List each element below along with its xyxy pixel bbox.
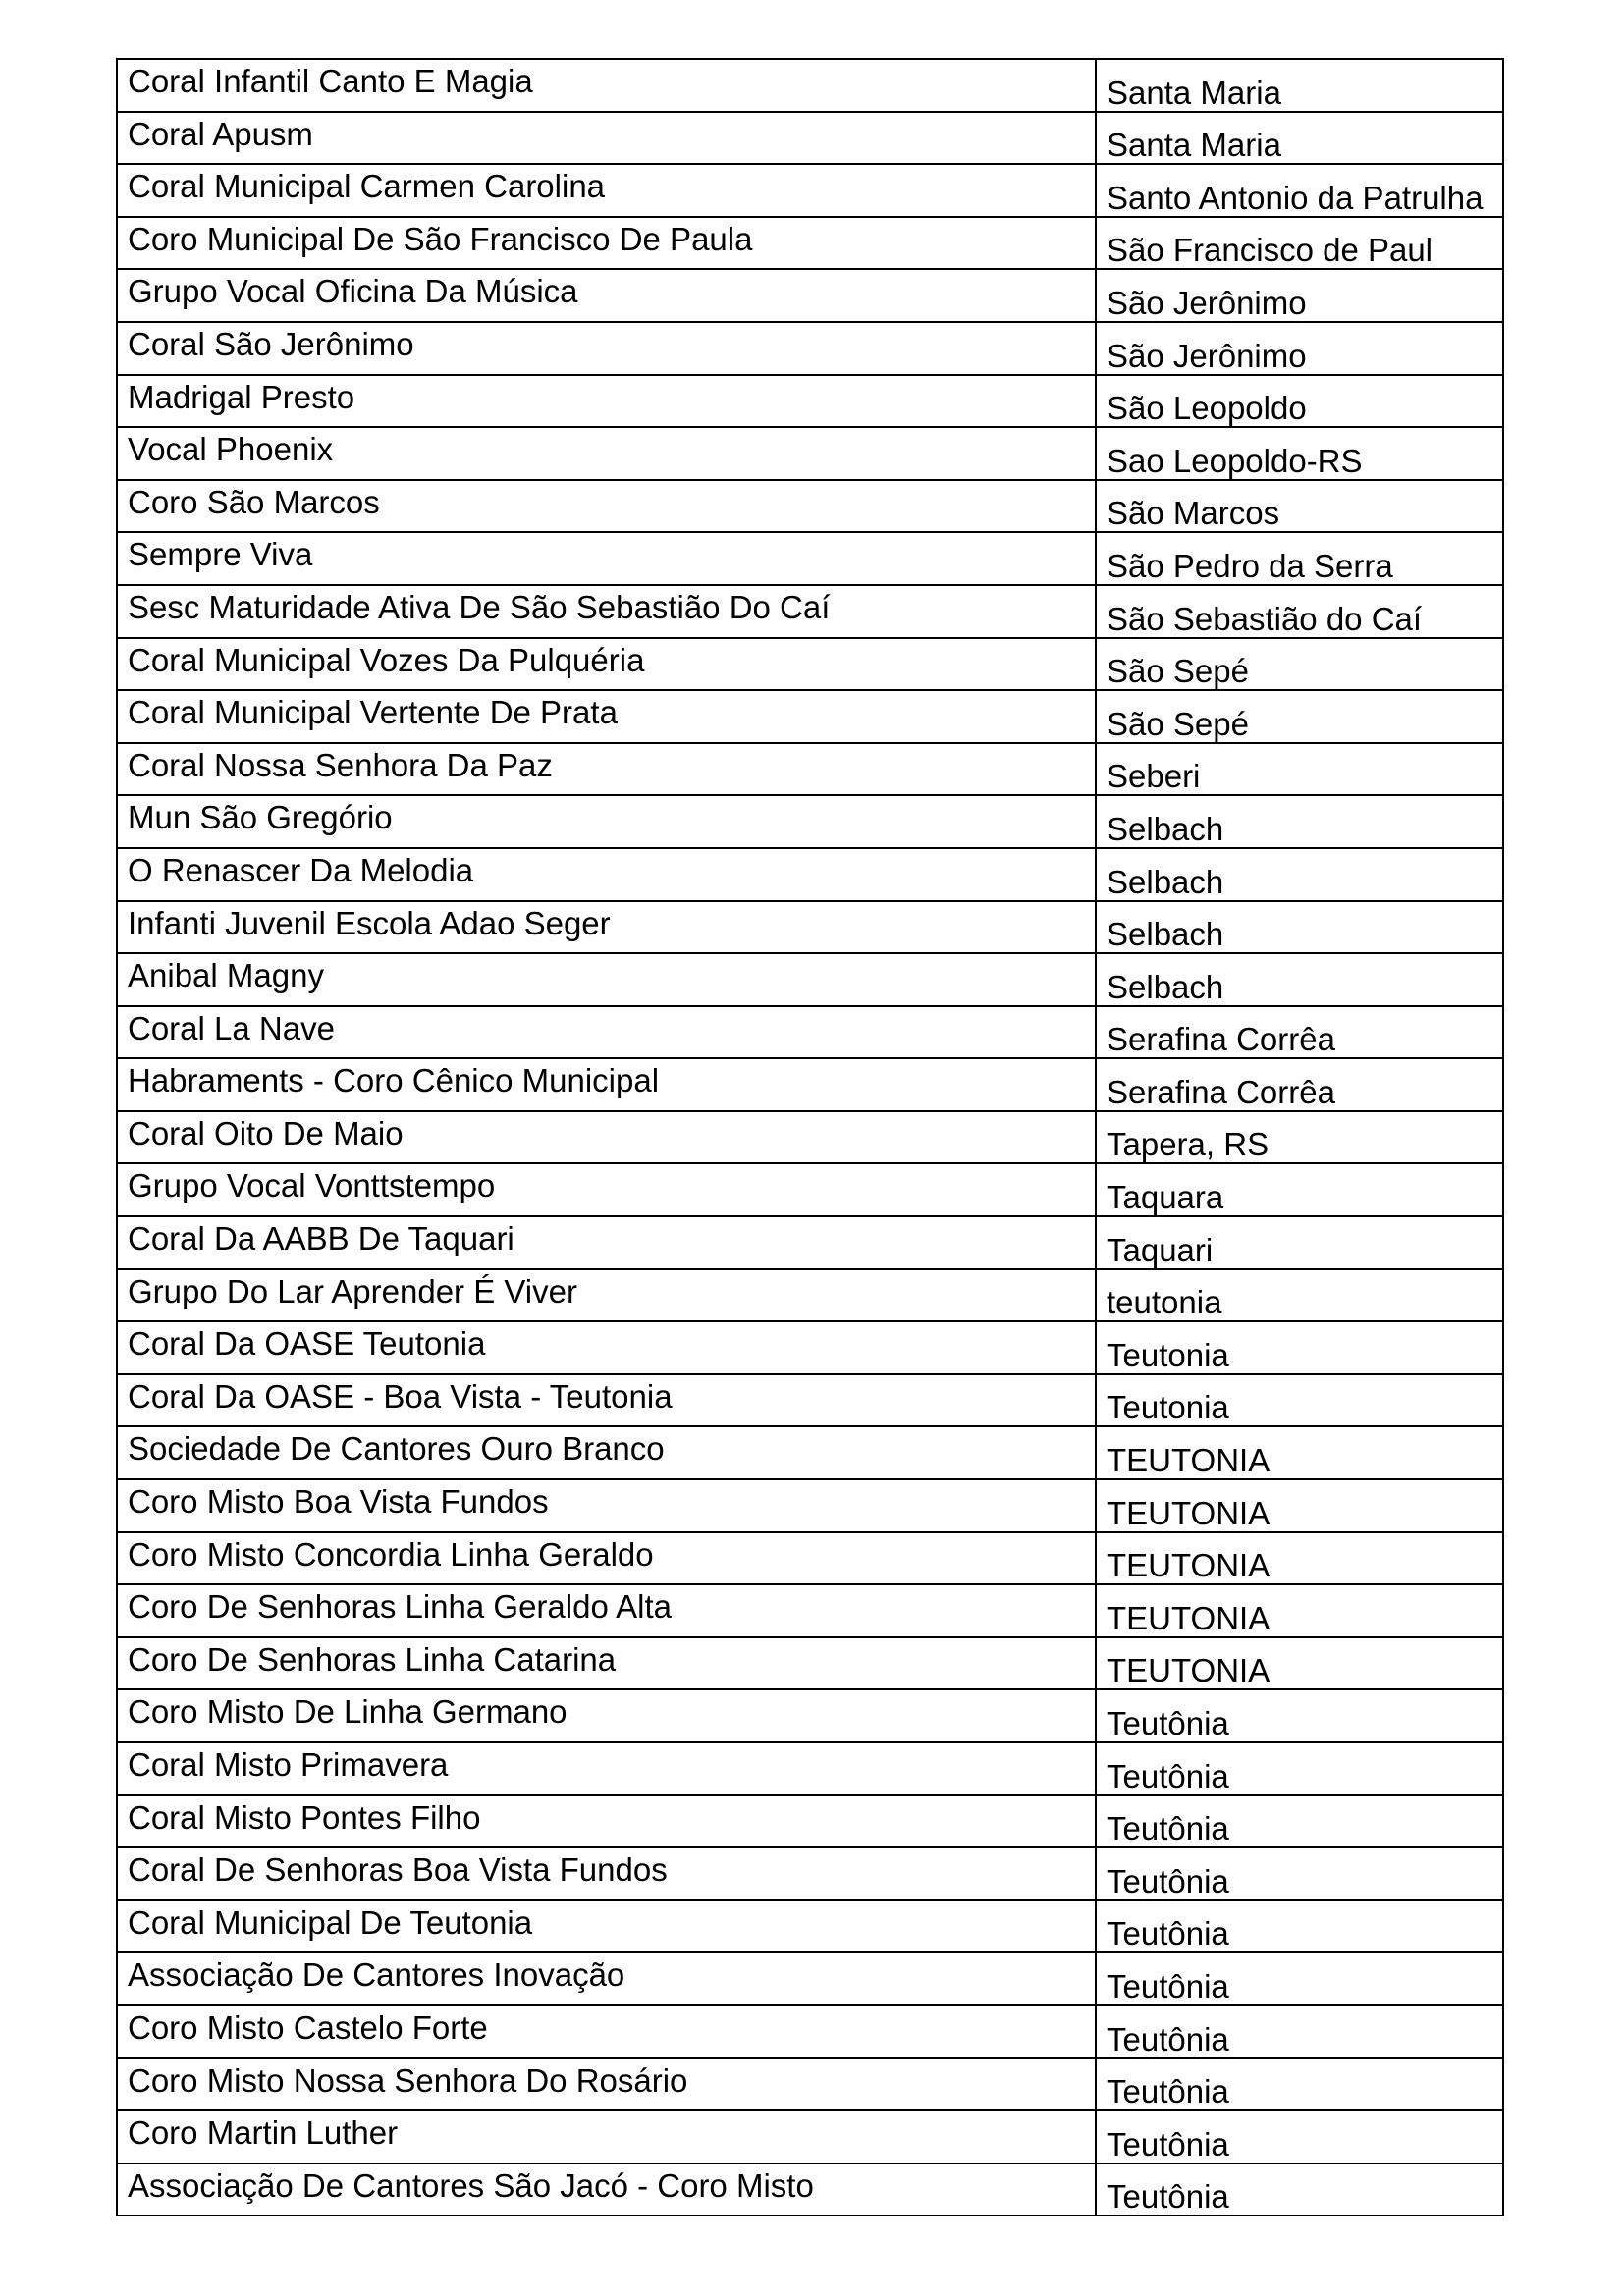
city-cell: Teutônia [1096, 1952, 1503, 2005]
city-cell: Teutonia [1096, 1321, 1503, 1374]
city-cell: São Francisco de Paul [1096, 217, 1503, 270]
city-cell: TEUTONIA [1096, 1637, 1503, 1690]
table-row [117, 164, 1503, 217]
city-cell: Seberi [1096, 743, 1503, 796]
choir-name-cell: Coro São Marcos [117, 480, 1096, 533]
choir-name-cell: Coro De Senhoras Linha Catarina [117, 1637, 1096, 1690]
city-cell: São Marcos [1096, 480, 1503, 533]
city-cell: Teutonia [1096, 1374, 1503, 1427]
table-row [117, 1006, 1503, 1059]
choir-name-cell: Coral Oito De Maio [117, 1111, 1096, 1164]
city-cell: Selbach [1096, 901, 1503, 954]
table-row [117, 2110, 1503, 2163]
city-cell: Teutônia [1096, 1742, 1503, 1795]
city-cell: Teutônia [1096, 2005, 1503, 2058]
choir-name-cell: Coral Da AABB De Taquari [117, 1216, 1096, 1269]
table-row [117, 2163, 1503, 2216]
choir-name-cell: Habraments - Coro Cênico Municipal [117, 1058, 1096, 1111]
table-row [117, 375, 1503, 428]
choir-name-cell: Associação De Cantores São Jacó - Coro Misto [117, 2163, 1096, 2216]
table-body [117, 59, 1503, 2216]
table-row [117, 638, 1503, 691]
city-cell: Teutônia [1096, 2110, 1503, 2163]
choir-name-cell: Associação De Cantores Inovação [117, 1952, 1096, 2005]
table-row [117, 427, 1503, 480]
table-row [117, 1847, 1503, 1900]
table-row [117, 1374, 1503, 1427]
choir-name-cell: Anibal Magny [117, 953, 1096, 1006]
city-cell: São Jerônimo [1096, 322, 1503, 375]
choir-name-cell: Infanti Juvenil Escola Adao Seger [117, 901, 1096, 954]
city-cell: Selbach [1096, 848, 1503, 901]
choir-name-cell: Madrigal Presto [117, 375, 1096, 428]
choir-name-cell: Coral Municipal Carmen Carolina [117, 164, 1096, 217]
table-row [117, 532, 1503, 585]
table-row [117, 690, 1503, 743]
city-cell: Selbach [1096, 953, 1503, 1006]
city-cell: Selbach [1096, 795, 1503, 848]
table-row [117, 585, 1503, 638]
city-cell: Santa Maria [1096, 112, 1503, 165]
choir-name-cell: Mun São Gregório [117, 795, 1096, 848]
table-row [117, 1426, 1503, 1479]
choir-name-cell: Grupo Do Lar Aprender É Viver [117, 1269, 1096, 1322]
city-cell: TEUTONIA [1096, 1532, 1503, 1585]
table-row [117, 1111, 1503, 1164]
choir-name-cell: Coral Municipal Vertente De Prata [117, 690, 1096, 743]
table-row [117, 1532, 1503, 1585]
choir-name-cell: Coral Municipal Vozes Da Pulquéria [117, 638, 1096, 691]
choir-name-cell: Coral La Nave [117, 1006, 1096, 1059]
city-cell: Teutônia [1096, 2058, 1503, 2111]
choir-name-cell: Coro Misto Castelo Forte [117, 2005, 1096, 2058]
table-row [117, 1321, 1503, 1374]
city-cell: TEUTONIA [1096, 1426, 1503, 1479]
city-cell: São Leopoldo [1096, 375, 1503, 428]
table-row [117, 269, 1503, 322]
choir-name-cell: Coral Da OASE Teutonia [117, 1321, 1096, 1374]
table-row [117, 112, 1503, 165]
city-cell: Taquara [1096, 1163, 1503, 1216]
table-row [117, 480, 1503, 533]
city-cell: Serafina Corrêa [1096, 1006, 1503, 1059]
city-cell: Teutônia [1096, 1847, 1503, 1900]
table-row [117, 2005, 1503, 2058]
city-cell: Taquari [1096, 1216, 1503, 1269]
city-cell: São Sepé [1096, 690, 1503, 743]
table-row [117, 2058, 1503, 2111]
table-row [117, 1952, 1503, 2005]
city-cell: São Jerônimo [1096, 269, 1503, 322]
city-cell: Santa Maria [1096, 59, 1503, 112]
table-row [117, 848, 1503, 901]
city-cell: Sao Leopoldo-RS [1096, 427, 1503, 480]
table-row [117, 1163, 1503, 1216]
table-row [117, 795, 1503, 848]
city-cell: Teutônia [1096, 1900, 1503, 1953]
city-cell: São Sebastião do Caí [1096, 585, 1503, 638]
city-cell: Teutônia [1096, 1689, 1503, 1742]
choir-list-table [116, 58, 1504, 2216]
table-row [117, 59, 1503, 112]
choir-name-cell: Coro Misto De Linha Germano [117, 1689, 1096, 1742]
city-cell: São Sepé [1096, 638, 1503, 691]
city-cell: Teutônia [1096, 2163, 1503, 2216]
choir-name-cell: Coral Municipal De Teutonia [117, 1900, 1096, 1953]
choir-name-cell: Sociedade De Cantores Ouro Branco [117, 1426, 1096, 1479]
choir-name-cell: O Renascer Da Melodia [117, 848, 1096, 901]
choir-name-cell: Coral Da OASE - Boa Vista - Teutonia [117, 1374, 1096, 1427]
table-row [117, 1584, 1503, 1637]
table-row [117, 1742, 1503, 1795]
table-row [117, 1795, 1503, 1848]
table-row [117, 953, 1503, 1006]
choir-name-cell: Coro Misto Concordia Linha Geraldo [117, 1532, 1096, 1585]
choir-name-cell: Coral Misto Primavera [117, 1742, 1096, 1795]
city-cell: São Pedro da Serra [1096, 532, 1503, 585]
table-row [117, 217, 1503, 270]
choir-name-cell: Coral Nossa Senhora Da Paz [117, 743, 1096, 796]
choir-name-cell: Sesc Maturidade Ativa De São Sebastião Do Caí [117, 585, 1096, 638]
choir-name-cell: Grupo Vocal Vonttstempo [117, 1163, 1096, 1216]
choir-name-cell: Coro Martin Luther [117, 2110, 1096, 2163]
choir-name-cell: Vocal Phoenix [117, 427, 1096, 480]
table-row [117, 1479, 1503, 1532]
city-cell: TEUTONIA [1096, 1584, 1503, 1637]
choir-name-cell: Coral São Jerônimo [117, 322, 1096, 375]
table-row [117, 1900, 1503, 1953]
city-cell: Teutônia [1096, 1795, 1503, 1848]
city-cell: Santo Antonio da Patrulha [1096, 164, 1503, 217]
choir-name-cell: Coro De Senhoras Linha Geraldo Alta [117, 1584, 1096, 1637]
table-row [117, 322, 1503, 375]
choir-name-cell: Coral Apusm [117, 112, 1096, 165]
table-row [117, 1058, 1503, 1111]
table-row [117, 1269, 1503, 1322]
table-row [117, 1689, 1503, 1742]
choir-name-cell: Grupo Vocal Oficina Da Música [117, 269, 1096, 322]
choir-name-cell: Coro Misto Boa Vista Fundos [117, 1479, 1096, 1532]
table-row [117, 1216, 1503, 1269]
choir-name-cell: Coral Infantil Canto E Magia [117, 59, 1096, 112]
choir-name-cell: Coro Misto Nossa Senhora Do Rosário [117, 2058, 1096, 2111]
city-cell: TEUTONIA [1096, 1479, 1503, 1532]
city-cell: teutonia [1096, 1269, 1503, 1322]
choir-name-cell: Coral De Senhoras Boa Vista Fundos [117, 1847, 1096, 1900]
city-cell: Serafina Corrêa [1096, 1058, 1503, 1111]
choir-name-cell: Sempre Viva [117, 532, 1096, 585]
table-row [117, 901, 1503, 954]
choir-name-cell: Coral Misto Pontes Filho [117, 1795, 1096, 1848]
choir-name-cell: Coro Municipal De São Francisco De Paula [117, 217, 1096, 270]
city-cell: Tapera, RS [1096, 1111, 1503, 1164]
table-row [117, 743, 1503, 796]
table-row [117, 1637, 1503, 1690]
